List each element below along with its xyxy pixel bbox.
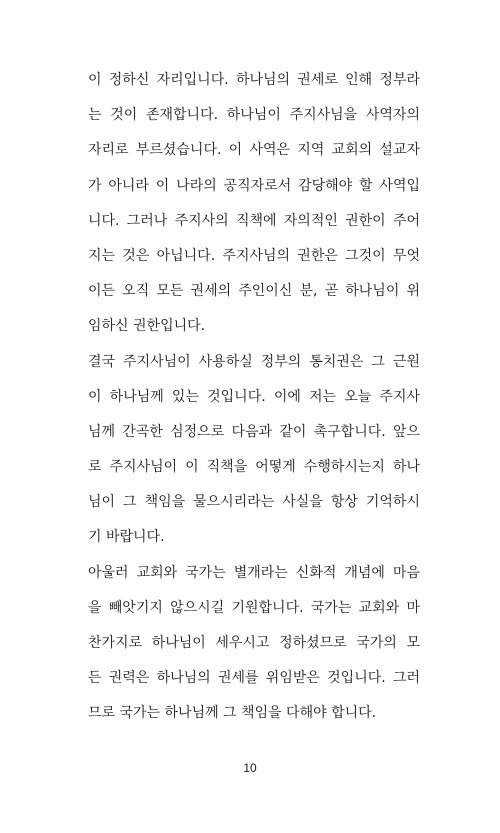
- text-line: 임하신 권한입니다.: [88, 318, 206, 335]
- text-line: 을 빼앗기지 않으시길 기원합니다. 국가는 교회와 마: [88, 599, 420, 616]
- text-line: 기 바랍니다.: [88, 529, 165, 546]
- text-line: 님이 그 책임을 물으시리라는 사실을 항상 기억하시: [88, 494, 420, 511]
- text-line: 든 권력은 하나님의 권세를 위임받은 것입니다. 그러: [88, 670, 420, 687]
- text-line: 찬가지로 하나님이 세우시고 정하셨므로 국가의 모: [88, 635, 420, 651]
- text-line: 이 하나님께 있는 것입니다. 이에 저는 오늘 주지사: [88, 388, 420, 405]
- text-line: 이든 오직 모든 권세의 주인이신 분, 곧 하나님이 위: [88, 283, 420, 300]
- paragraph-1: [88, 63, 420, 345]
- text-line: 아울러 교회와 국가는 별개라는 신화적 개념에 마음: [88, 564, 420, 581]
- page-number: 10: [243, 761, 257, 775]
- text-line: 니다. 그러나 주지사의 직책에 자의적인 권한이 주어: [88, 212, 420, 229]
- paragraph-3: [88, 556, 420, 732]
- text-line: 는 것이 존재합니다. 하나님이 주지사님을 사역자의: [88, 107, 420, 124]
- text-line: 지는 것은 아닙니다. 주지사님의 권한은 그것이 무엇: [88, 247, 420, 264]
- text-line: 자리로 부르셨습니다. 이 사역은 지역 교회의 설교자: [88, 142, 420, 159]
- text-line: 가 아니라 이 나라의 공직자로서 감당해야 할 사역입: [88, 177, 420, 194]
- text-line: 님께 간곡한 심정으로 다음과 같이 촉구합니다. 앞으: [88, 423, 420, 440]
- body-text: [88, 63, 420, 732]
- text-line: 로 주지사님이 이 직책을 어떻게 수행하시는지 하나: [88, 459, 420, 476]
- text-line: 결국 주지사님이 사용하실 정부의 통치권은 그 근원: [88, 353, 420, 370]
- text-line: 므로 국가는 하나님께 그 책임을 다해야 합니다.: [88, 705, 377, 722]
- text-line: 이 정하신 자리입니다. 하나님의 권세로 인해 정부라: [88, 72, 420, 88]
- paragraph-2: [88, 345, 420, 556]
